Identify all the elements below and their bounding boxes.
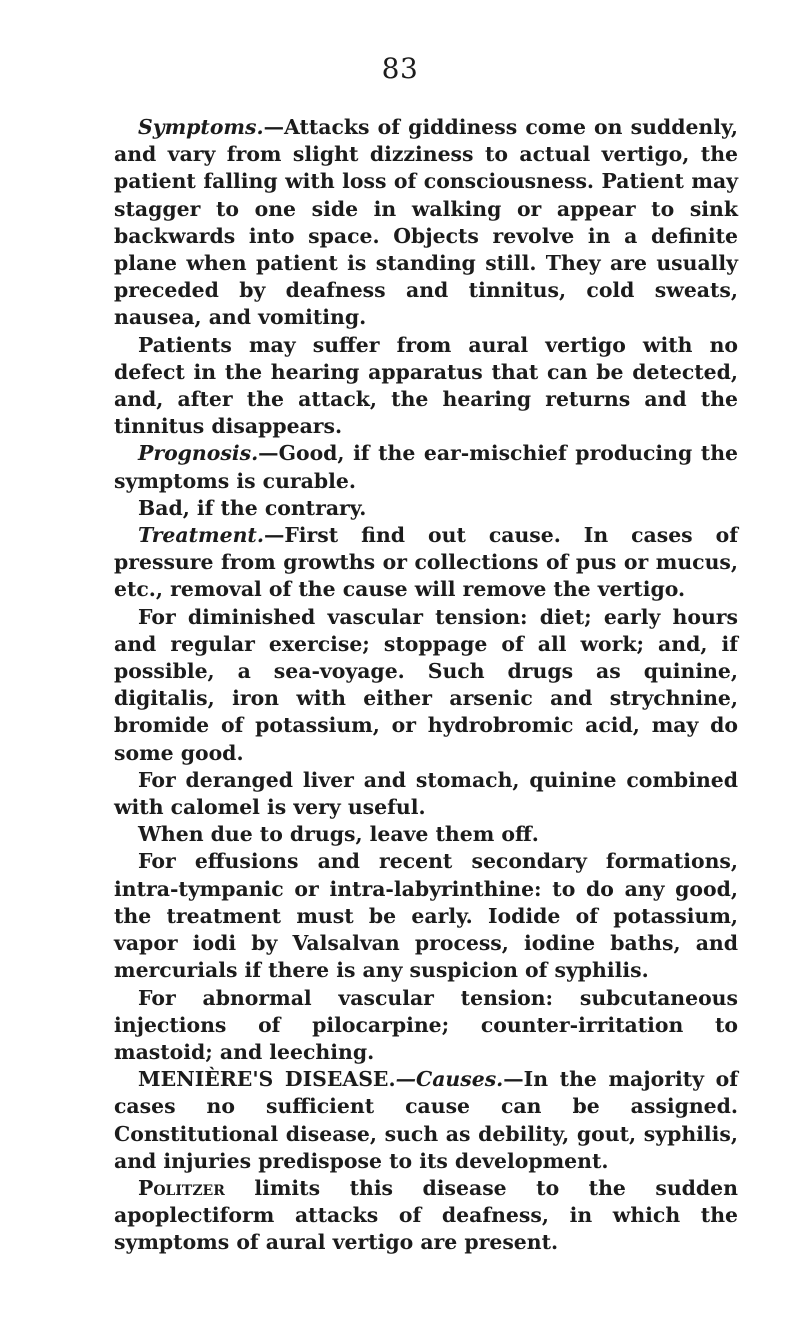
paragraph-text: limits this disease to the sudden apoplectiform attacks of deafness, in which the symptoms of aural vertigo are present. bbox=[114, 1175, 738, 1255]
paragraph-deranged-liver bbox=[114, 767, 738, 821]
paragraph-text: For effusions and recent secondary formations, intra-tympanic or intra-labyrinthine: to do any good, the treatment must be early. Iodide of potassium, vapor iodi by Valsalvan process, iodine baths, and mercurials if there is any suspicion of syphilis. bbox=[114, 849, 738, 983]
paragraph-text: Patients may suffer from aural vertigo with no defect in the hearing apparatus that can be detected, and, after the attack, the hearing returns and the tinnitus disappears. bbox=[114, 332, 738, 439]
paragraph-text: —First find out cause. In cases of pressure from growths or collections of pus or mucus, etc., removal of the cause will remove the vertigo. bbox=[114, 523, 738, 602]
section-lead-symptoms: Symptoms. bbox=[138, 115, 264, 139]
paragraph-text: —Attacks of giddiness come on suddenly, and vary from slight dizziness to actual vertigo, the patient falling with loss of consciousness. Patient may stagger to one side in walking or appear to sink backwards into space. Objects revolve in a definite plane when patient is standing still. They are usually preceded by deafness and tinnitus, cold sweats, nausea, and vomiting. bbox=[114, 115, 738, 330]
paragraph-bad-prognosis bbox=[114, 495, 738, 522]
paragraph-text: Bad, if the contrary. bbox=[138, 495, 367, 520]
paragraph-symptoms bbox=[114, 114, 738, 332]
paragraph-text: For abnormal vascular tension: subcutaneous injections of pilocarpine; counter-irritation to mastoid; and leeching. bbox=[114, 985, 738, 1064]
paragraph-menieres-disease bbox=[114, 1066, 738, 1175]
paragraph-effusions bbox=[114, 848, 738, 984]
paragraph-text: When due to drugs, leave them off. bbox=[138, 822, 539, 847]
body-text bbox=[114, 114, 738, 1257]
paragraph-prognosis bbox=[114, 440, 738, 494]
section-heading-menieres: MENIÈRE'S DISEASE. bbox=[138, 1067, 396, 1092]
paragraph-abnormal-tension bbox=[114, 985, 738, 1067]
section-lead-treatment: Treatment. bbox=[138, 523, 264, 548]
author-name-politzer: Politzer bbox=[138, 1175, 225, 1200]
paragraph-treatment bbox=[114, 522, 738, 604]
section-lead-prognosis: Prognosis. bbox=[138, 441, 259, 466]
paragraph-politzer bbox=[114, 1175, 738, 1257]
paragraph-aural-vertigo bbox=[114, 332, 738, 441]
section-lead-causes: —Causes. bbox=[395, 1067, 504, 1092]
paragraph-drugs bbox=[114, 821, 738, 848]
paragraph-text: For deranged liver and stomach, quinine combined with calomel is very useful. bbox=[114, 767, 738, 820]
page-number: 83 bbox=[381, 52, 419, 85]
paragraph-text: For diminished vascular tension: diet; early hours and regular exercise; stoppage of all work; and, if possible, a sea-voyage. Such drugs as quinine, digitalis, iron with either arsenic and strychnine, bromide of potassium, or hydrobromic acid, may do some good. bbox=[114, 604, 738, 765]
paragraph-diminished-tension bbox=[114, 604, 738, 767]
paragraph-text: —Good, if the ear-mischief producing the symptoms is curable. bbox=[114, 441, 738, 493]
paragraph-text: —In the majority of cases no sufficient cause can be assigned. Constitutional disease, such as debility, gout, syphilis, and injuries predispose to its development. bbox=[114, 1067, 738, 1173]
